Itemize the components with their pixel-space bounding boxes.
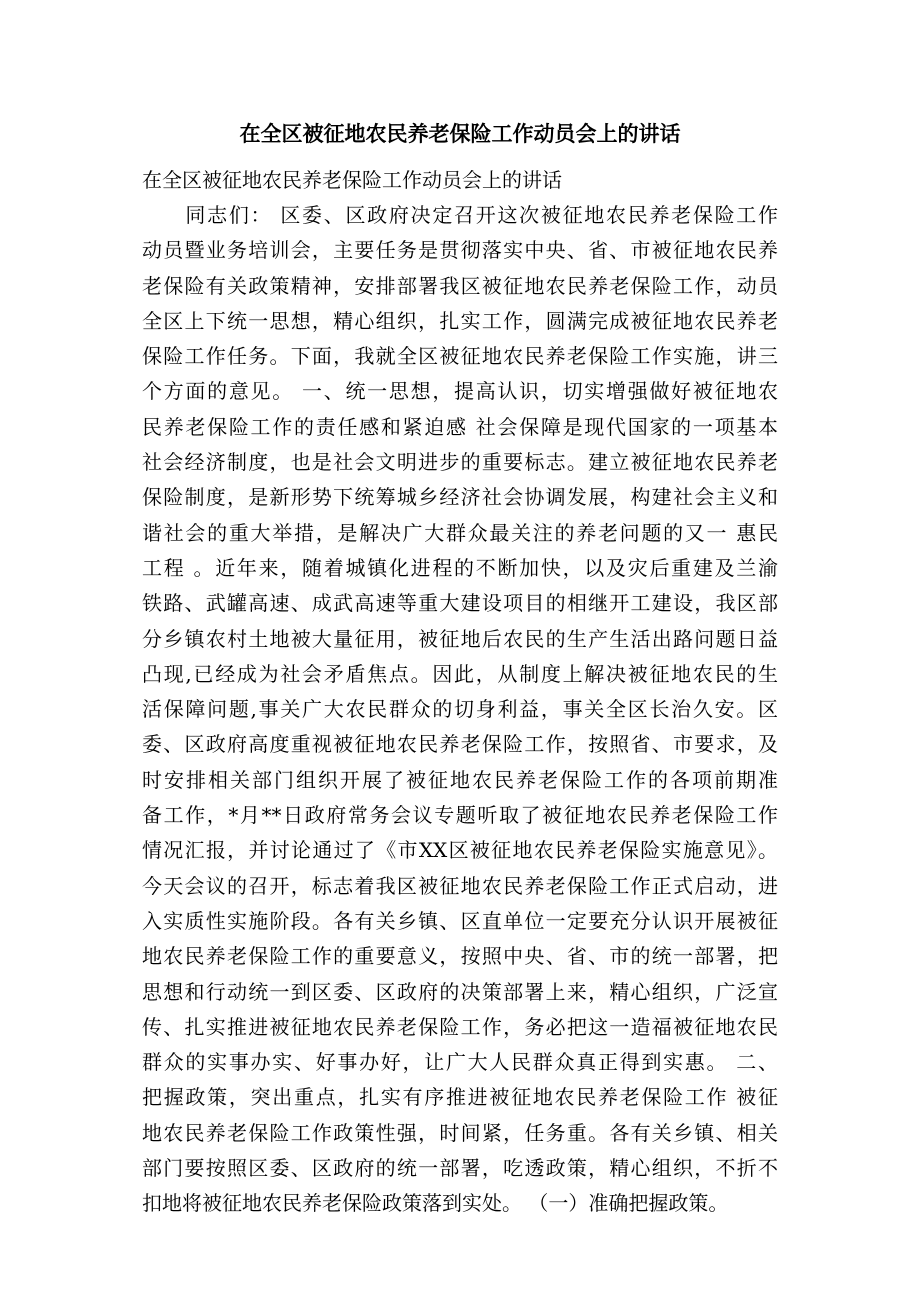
- document-title: 在全区被征地农民养老保险工作动员会上的讲话: [239, 122, 681, 146]
- body-text-line: 群众的实事办实、好事办好，让广大人民群众真正得到实惠。 二、: [142, 1050, 778, 1075]
- body-text-line: 工程 。近年来，随着城镇化进程的不断加快，以及灾后重建及兰渝: [142, 555, 778, 580]
- body-text-line: 部门要按照区委、区政府的统一部署，吃透政策，精心组织，不折不: [142, 1156, 778, 1181]
- body-text-line: 扣地将被征地农民养老保险政策落到实处。 （一）准确把握政策。: [142, 1191, 729, 1216]
- body-text-line: 思想和行动统一到区委、区政府的决策部署上来，精心组织，广泛宣: [142, 979, 778, 1004]
- body-text-line: 今天会议的召开，标志着我区被征地农民养老保险工作正式启动，进: [142, 873, 778, 898]
- body-text-line: 全区上下统一思想，精心组织，扎实工作，圆满完成被征地农民养老: [142, 308, 778, 333]
- document-subtitle: 在全区被征地农民养老保险工作动员会上的讲话: [142, 168, 562, 192]
- body-text-line: 地农民养老保险工作政策性强，时间紧，任务重。各有关乡镇、相关: [142, 1120, 778, 1145]
- body-text-line: 入实质性实施阶段。各有关乡镇、区直单位一定要充分认识开展被征: [142, 908, 778, 933]
- body-text-line: 时安排相关部门组织开展了被征地农民养老保险工作的各项前期准: [142, 767, 778, 792]
- body-text-line: 个方面的意见。 一、统一思想，提高认识，切实增强做好被征地农: [142, 379, 778, 404]
- body-text-line: 社会经济制度，也是社会文明进步的重要标志。建立被征地农民养老: [142, 450, 778, 475]
- body-text-line: 民养老保险工作的责任感和紧迫感 社会保障是现代国家的一项基本: [142, 414, 778, 439]
- body-text-line: 凸现,已经成为社会矛盾焦点。因此，从制度上解决被征地农民的生: [142, 661, 778, 686]
- body-text-line: 把握政策，突出重点，扎实有序推进被征地农民养老保险工作 被征: [142, 1085, 778, 1110]
- body-text-line: 谐社会的重大举措，是解决广大群众最关注的养老问题的又一 惠民: [142, 520, 778, 545]
- body-text-line: 委、区政府高度重视被征地农民养老保险工作，按照省、市要求，及: [142, 732, 778, 757]
- body-text-line: 保险制度，是新形势下统筹城乡经济社会协调发展，构建社会主义和: [142, 485, 778, 510]
- document-body: [142, 198, 778, 1222]
- body-text-line: 情况汇报，并讨论通过了《市XX区被征地农民养老保险实施意见》。: [142, 838, 778, 863]
- body-text-line: 地农民养老保险工作的重要意义，按照中央、省、市的统一部署，把: [142, 944, 778, 969]
- body-text-line: 分乡镇农村土地被大量征用，被征地后农民的生产生活出路问题日益: [142, 626, 778, 651]
- body-text-line: 备工作，*月**日政府常务会议专题听取了被征地农民养老保险工作: [142, 803, 778, 828]
- body-text-line: 保险工作任务。下面，我就全区被征地农民养老保险工作实施，讲三: [142, 344, 778, 369]
- body-text-line: 活保障问题,事关广大农民群众的切身利益，事关全区长治久安。区: [142, 697, 778, 722]
- body-text-line: 铁路、武罐高速、成武高速等重大建设项目的相继开工建设，我区部: [142, 591, 778, 616]
- body-text-line: 传、扎实推进被征地农民养老保险工作，务必把这一造福被征地农民: [142, 1014, 778, 1039]
- body-text-line: 同志们： 区委、区政府决定召开这次被征地农民养老保险工作: [142, 203, 778, 227]
- body-text-line: 动员暨业务培训会，主要任务是贯彻落实中央、省、市被征地农民养: [142, 238, 778, 263]
- body-text-line: 老保险有关政策精神，安排部署我区被征地农民养老保险工作，动员: [142, 273, 778, 298]
